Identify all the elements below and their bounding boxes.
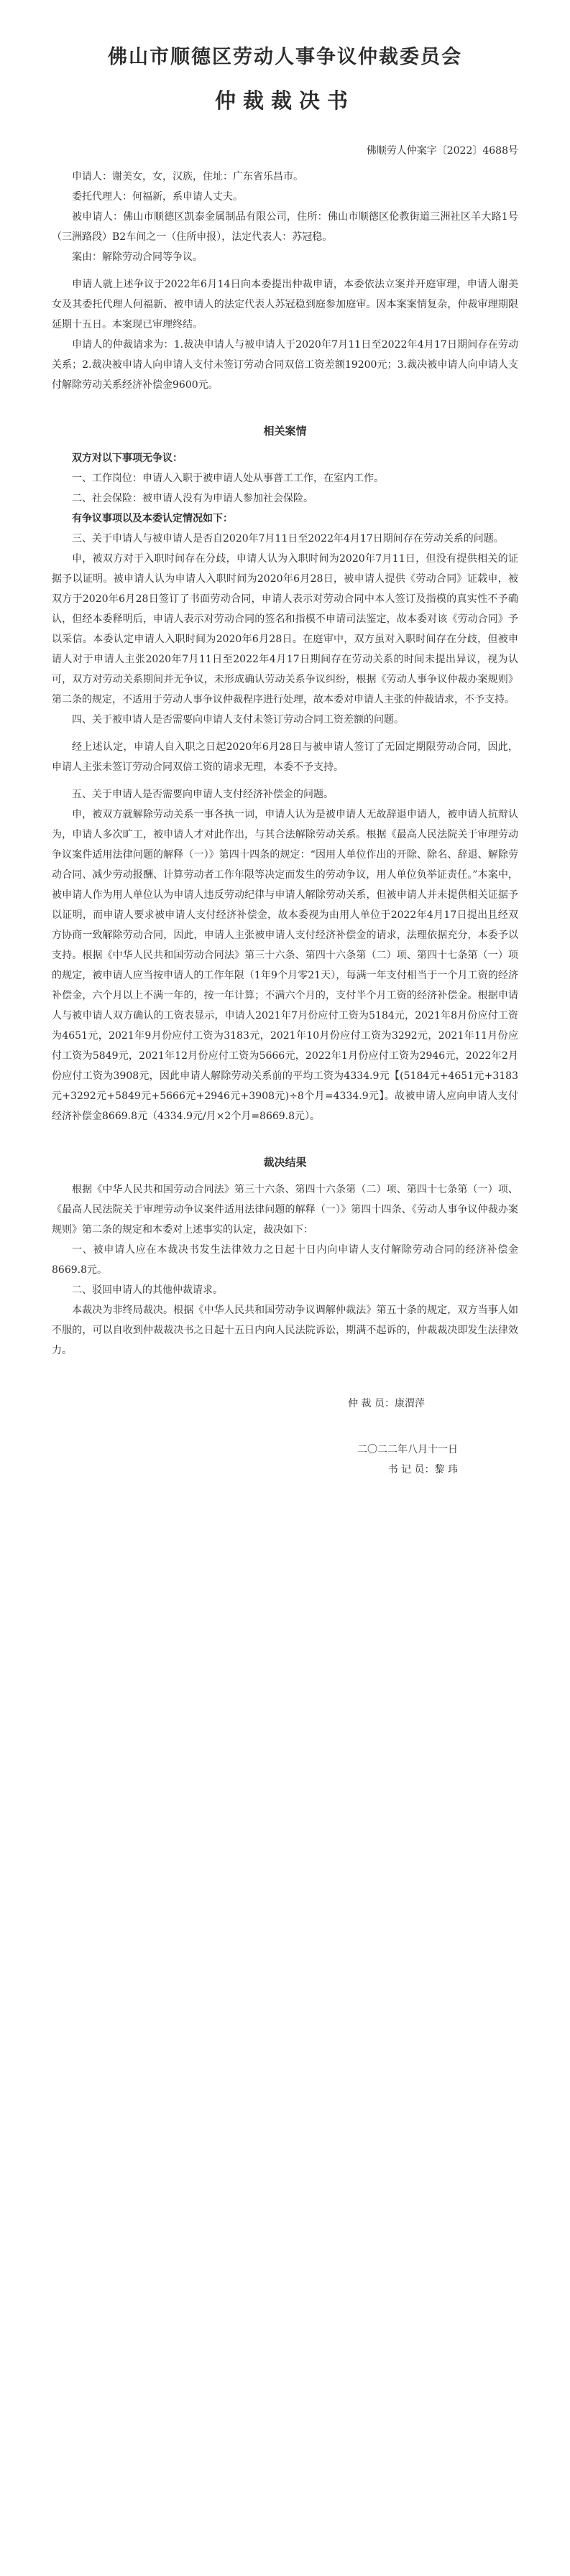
ruling-item: 二、驳回申请人的其他仲裁请求。 [72,1284,223,1296]
ruling-heading: 裁决结果 [263,1156,307,1169]
undisputed-title: 双方对以下事项无争议： [72,453,183,464]
document-type-title: 仲裁裁决书 [214,88,355,113]
cause-line: 案由：解除劳动合同等争议。 [72,251,203,263]
undisputed-item: 一、工作岗位：申请人入职于被申请人处从事普工工作，在室内工作。 [72,473,384,484]
point4-title: 四、关于被申请人是否需要向申请人支付未签订劳动合同工资差额的问题。 [72,714,404,726]
ruling-item: 一、被申请人应在本裁决书发生法律效力之日起十日内向申请人支付解除劳动合同的经济补偿金8669.8元。 [52,1244,518,1276]
signature-block [52,1394,518,1480]
ruling-basis: 根据《中华人民共和国劳动合同法》第三十六条、第四十六条第（二）项、第四十七条第（一）项、《最高人民法院关于审理劳动争议案件适用法律问题的解释（一）》第四十四条、《劳动人事争议仲裁办案规则》第二条的规定和本委对上述事实的认定，裁决如下： [52,1184,518,1236]
facts-heading: 相关案情 [263,425,307,437]
clerk-signature: 书 记 员：黎 玮 [387,1464,458,1475]
point5-title: 五、关于申请人是否需要向申请人支付经济补偿金的问题。 [72,789,334,800]
parties-section [52,167,518,267]
applicant-line: 申请人：谢美女，女，汉族，住址：广东省乐昌市。 [72,171,303,182]
disputed-title: 有争议事项以及本委认定情况如下： [72,513,233,524]
undisputed-item: 二、社会保险：被申请人没有为申请人参加社会保险。 [72,493,313,504]
point3-title: 三、关于申请人与被申请人是否自2020年7月11日至2022年4月17日期间存在劳动关系的问题。 [72,533,504,545]
procedure-paragraph: 申请人就上述争议于2022年6月14日向本委提出仲裁申请，本委依法立案并开庭审理，申请人谢美女及其委托代理人何福新、被申请人的法定代表人苏冠稳到庭参加庭审。因本案案情复杂，仲裁审理期限延期十五日。本案现已审理终结。 [52,279,518,330]
ruling-finality: 本裁决为非终局裁决。根据《中华人民共和国劳动争议调解仲裁法》第五十条的规定，双方当事人如不服的，可以自收到仲裁裁决书之日起十五日内向人民法院诉讼，期满不起诉的，仲裁裁决即发生法律效力。 [52,1305,518,1356]
ruling-date: 二〇二二年八月十一日 [357,1444,458,1455]
claims-paragraph: 申请人的仲裁请求为：1.裁决申请人与被申请人于2020年7月11日至2022年4月17日期间存在劳动关系；2.裁决被申请人向申请人支付未签订劳动合同双倍工资差额19200元；3.裁决被申请人向申请人支付解除劳动关系经济补偿金9600元。 [52,339,518,391]
point3-body: 申，被双方对于入职时间存在分歧，申请人认为入职时间为2020年7月11日，但没有提供相关的证据予以证明。被申请人认为申请人入职时间为2020年6月28日，被申请人提供《劳动合同》证载申，被双方于2020年6月28日签订了书面劳动合同，申请人表示对劳动合同中本人签订及指模的真实性不予确认，但经本委释明后，申请人表示对劳动合同的签名和指模不申请司法鉴定，故本委对该《劳动合同》予以采信。本委认定申请人入职时间为2020年6月28日。在庭审中，双方虽对入职时间存在分歧，但被申请人对于申请人主张2020年7月11日至2022年4月17日期间存在劳动关系的时间未提出异议，视为认可，双方对劳动关系期间并无争议，未形成确认劳动关系争议纠纷，根据《劳动人事争议仲裁办案规则》第二条的规定，不适用于劳动人事争议仲裁程序进行处理，故本委对申请人主张的仲裁请求，不予支持。 [52,553,518,705]
organization-title: 佛山市顺德区劳动人事争议仲裁委员会 [108,46,462,68]
point5-body: 申，被双方就解除劳动关系一事各执一词，申请人认为是被申请人无故辞退申请人，被申请人抗辩认为，申请人多次旷工，被申请人才对此作出，与其合法解除劳动关系。根据《最高人民法院关于审理劳动争议案件适用法律问题的解释（一）》第四十四条的规定：“因用人单位作出的开除、除名、辞退、解除劳动合同、减少劳动报酬、计算劳动者工作年限等决定而发生的劳动争议，用人单位负举证责任。”本案中，被申请人作为用人单位认为申请人违反劳动纪律与申请人解除劳动关系，但被申请人并未提供相关证据予以证明，而申请人要求被申请人支付经济补偿金，故本委视为由用人单位于2022年4月17日提出且经双方协商一致解除劳动合同，因此，申请人主张被申请人支付经济补偿金的请求，法理依据充分，本委予以支持。根据《中华人民共和国劳动合同法》第三十六条、第四十六条第（二）项、第四十七条第（一）项的规定，被申请人应当按申请人的工作年限（1年9个月零21天），每满一年支付相当于一个月工资的经济补偿金，六个月以上不满一年的，按一年计算；不满六个月的，支付半个月工资的经济补偿金。根据申请人与被申请人双方确认的工资表显示，申请人2021年7月份应付工资为5184元，2021年8月份应付工资为4651元，2021年9月份应付工资为3183元，2021年10月份应付工资为3292元，2021年11月份应付工资为5849元，2021年12月份应付工资为5666元，2022年1月份应付工资为2946元，2022年2月份应付工资为3908元，因此申请人解除劳动关系前的平均工资为4334.9元【(5184元+4651元+3183元+3292元+5849元+5666元+2946元+3908元)÷8个月=4334.9元】。故被申请人应向申请人支付经济补偿金8669.8元（4334.9元/月×2个月=8669.8元）。 [52,809,518,1122]
case-number: 佛顺劳人仲案字〔2022〕4688号 [366,145,518,157]
respondent-line: 被申请人：佛山市顺德区凯泰金属制品有限公司，住所：佛山市顺德区伦教街道三洲社区羊大路1号（三洲路段）B2车间之一（住所申报），法定代表人：苏冠稳。 [52,211,518,243]
point4-body: 经上述认定，申请人自入职之日起2020年6月28日与被申请人签订了无固定期限劳动合同，因此，申请人主张未签订劳动合同双倍工资的请求无理，本委不予支持。 [52,741,518,773]
arbitrator-signature: 仲 裁 员：康渭萍 [348,1398,425,1409]
intro-section [52,274,518,395]
agent-line: 委托代理人：何福新，系申请人丈夫。 [72,191,243,203]
